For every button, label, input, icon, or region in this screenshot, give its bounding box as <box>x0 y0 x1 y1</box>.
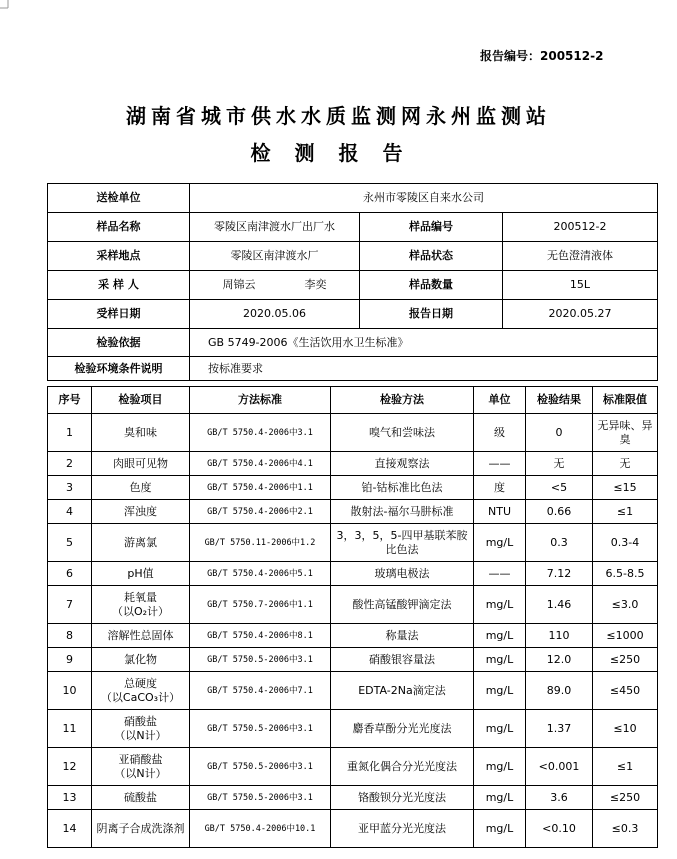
results-header-row <box>48 387 658 414</box>
state-value: 无色澄清液体 <box>503 242 658 271</box>
env-value: 按标准要求 <box>190 357 658 381</box>
table-row <box>48 786 658 810</box>
row-no: 14 <box>48 810 92 848</box>
row-result: 0.3 <box>526 524 593 562</box>
row-result: 3.6 <box>526 786 593 810</box>
row-std: GB/T 5750.4-2006中1.1 <box>190 476 331 500</box>
row-item: 硫酸盐 <box>92 786 190 810</box>
row-method: 重氮化偶合分光光度法 <box>331 748 474 786</box>
row-method: 散射法-福尔马肼标准 <box>331 500 474 524</box>
table-row <box>48 500 658 524</box>
row-no: 12 <box>48 748 92 786</box>
sample-name-label: 样品名称 <box>48 213 190 242</box>
page-corner-mark <box>0 0 12 12</box>
basis-value: GB 5749-2006《生活饮用水卫生标准》 <box>190 329 658 357</box>
row-unit: mg/L <box>474 648 526 672</box>
row-no: 1 <box>48 414 92 452</box>
row-limit: ≤10 <box>593 710 658 748</box>
results-table <box>47 386 658 848</box>
sampler-name-2: 李奕 <box>304 278 327 291</box>
row-method: 硝酸银容量法 <box>331 648 474 672</box>
row-unit: —— <box>474 452 526 476</box>
row-result: 7.12 <box>526 562 593 586</box>
row-result: 89.0 <box>526 672 593 710</box>
row-method: 称量法 <box>331 624 474 648</box>
table-row <box>48 672 658 710</box>
report-date-label: 报告日期 <box>360 300 503 329</box>
row-limit: ≤450 <box>593 672 658 710</box>
row-item <box>92 672 190 710</box>
col-header-limit: 标准限值 <box>593 387 658 414</box>
row-method: EDTA-2Na滴定法 <box>331 672 474 710</box>
basis-label: 检验依据 <box>48 329 190 357</box>
qty-value: 15L <box>503 271 658 300</box>
row-item: 浑浊度 <box>92 500 190 524</box>
sampler-label: 采 样 人 <box>48 271 190 300</box>
table-row <box>48 624 658 648</box>
sampler-name-1: 周锦云 <box>222 278 256 291</box>
table-row <box>48 648 658 672</box>
info-row-sample <box>48 213 658 242</box>
row-std: GB/T 5750.4-2006中5.1 <box>190 562 331 586</box>
row-method: 铬酸钡分光光度法 <box>331 786 474 810</box>
table-row <box>48 562 658 586</box>
row-result: 110 <box>526 624 593 648</box>
sampler-value <box>190 271 360 300</box>
row-unit: mg/L <box>474 786 526 810</box>
row-item: 氯化物 <box>92 648 190 672</box>
table-row <box>48 810 658 848</box>
row-result: 0 <box>526 414 593 452</box>
row-no: 10 <box>48 672 92 710</box>
row-limit: ≤250 <box>593 648 658 672</box>
row-method: 3，3，5，5-四甲基联苯胺比色法 <box>331 524 474 562</box>
row-no: 9 <box>48 648 92 672</box>
row-result: 1.37 <box>526 710 593 748</box>
row-no: 6 <box>48 562 92 586</box>
info-row-dates <box>48 300 658 329</box>
info-row-client <box>48 184 658 213</box>
row-std: GB/T 5750.4-2006中8.1 <box>190 624 331 648</box>
col-header-item: 检验项目 <box>92 387 190 414</box>
row-unit: NTU <box>474 500 526 524</box>
row-no: 8 <box>48 624 92 648</box>
row-std: GB/T 5750.5-2006中3.1 <box>190 786 331 810</box>
recv-date-label: 受样日期 <box>48 300 190 329</box>
row-no: 7 <box>48 586 92 624</box>
table-row <box>48 476 658 500</box>
row-item-sub: （以N计） <box>114 766 167 780</box>
row-limit: ≤1 <box>593 748 658 786</box>
row-no: 2 <box>48 452 92 476</box>
row-std: GB/T 5750.4-2006中10.1 <box>190 810 331 848</box>
row-result: 0.66 <box>526 500 593 524</box>
client-label: 送检单位 <box>48 184 190 213</box>
table-row <box>48 710 658 748</box>
row-unit: mg/L <box>474 748 526 786</box>
row-result: 1.46 <box>526 586 593 624</box>
row-item <box>92 586 190 624</box>
row-item-main: 亚硝酸盐 <box>118 752 163 766</box>
row-unit: mg/L <box>474 586 526 624</box>
row-limit: ≤3.0 <box>593 586 658 624</box>
row-std: GB/T 5750.5-2006中3.1 <box>190 748 331 786</box>
row-item <box>92 710 190 748</box>
row-item-main: 耗氧量 <box>124 590 157 604</box>
row-std: GB/T 5750.4-2006中7.1 <box>190 672 331 710</box>
row-result: <0.10 <box>526 810 593 848</box>
row-unit: mg/L <box>474 624 526 648</box>
table-row <box>48 452 658 476</box>
row-method: 亚甲蓝分光光度法 <box>331 810 474 848</box>
site-label: 采样地点 <box>48 242 190 271</box>
row-result: <5 <box>526 476 593 500</box>
row-method: 嗅气和尝味法 <box>331 414 474 452</box>
row-limit: 6.5-8.5 <box>593 562 658 586</box>
col-header-no: 序号 <box>48 387 92 414</box>
row-item <box>92 748 190 786</box>
row-no: 11 <box>48 710 92 748</box>
row-result: 12.0 <box>526 648 593 672</box>
sample-name-value: 零陵区南津渡水厂出厂水 <box>190 213 360 242</box>
row-limit: 0.3-4 <box>593 524 658 562</box>
row-unit: —— <box>474 562 526 586</box>
row-unit: 度 <box>474 476 526 500</box>
row-method: 铂-钴标准比色法 <box>331 476 474 500</box>
row-item-sub: （以O₂计） <box>111 604 170 618</box>
info-row-sampler <box>48 271 658 300</box>
row-std: GB/T 5750.4-2006中2.1 <box>190 500 331 524</box>
row-std: GB/T 5750.11-2006中1.2 <box>190 524 331 562</box>
row-unit: mg/L <box>474 524 526 562</box>
qty-label: 样品数量 <box>360 271 503 300</box>
row-unit: mg/L <box>474 672 526 710</box>
row-no: 4 <box>48 500 92 524</box>
row-unit: mg/L <box>474 810 526 848</box>
row-std: GB/T 5750.5-2006中3.1 <box>190 648 331 672</box>
row-item: 溶解性总固体 <box>92 624 190 648</box>
row-item: 阴离子合成洗涤剂 <box>92 810 190 848</box>
row-result: 无 <box>526 452 593 476</box>
row-no: 3 <box>48 476 92 500</box>
row-std: GB/T 5750.4-2006中4.1 <box>190 452 331 476</box>
info-row-basis <box>48 329 658 357</box>
col-header-method: 检验方法 <box>331 387 474 414</box>
col-header-std: 方法标准 <box>190 387 331 414</box>
report-number: 报告编号：200512-2 <box>480 49 604 63</box>
row-no: 13 <box>48 786 92 810</box>
client-value: 永州市零陵区自来水公司 <box>190 184 658 213</box>
info-row-site <box>48 242 658 271</box>
env-label: 检验环境条件说明 <box>48 357 190 381</box>
row-item-sub: （以CaCO₃计） <box>100 690 181 704</box>
sample-no-value: 200512-2 <box>503 213 658 242</box>
row-limit: ≤15 <box>593 476 658 500</box>
recv-date-value: 2020.05.06 <box>190 300 360 329</box>
sample-no-label: 样品编号 <box>360 213 503 242</box>
row-item: 肉眼可见物 <box>92 452 190 476</box>
row-limit: ≤0.3 <box>593 810 658 848</box>
row-item-main: 硝酸盐 <box>124 714 157 728</box>
row-std: GB/T 5750.5-2006中3.1 <box>190 710 331 748</box>
sample-info-table <box>47 183 658 381</box>
col-header-result: 检验结果 <box>526 387 593 414</box>
row-item: 游离氯 <box>92 524 190 562</box>
row-item: pH值 <box>92 562 190 586</box>
results-body <box>48 414 658 848</box>
info-row-env <box>48 357 658 381</box>
row-item-sub: （以N计） <box>114 728 167 742</box>
report-date-value: 2020.05.27 <box>503 300 658 329</box>
row-std: GB/T 5750.7-2006中1.1 <box>190 586 331 624</box>
row-unit: 级 <box>474 414 526 452</box>
site-value: 零陵区南津渡水厂 <box>190 242 360 271</box>
row-item-main: 总硬度 <box>124 676 157 690</box>
row-method: 直接观察法 <box>331 452 474 476</box>
row-item: 色度 <box>92 476 190 500</box>
row-std: GB/T 5750.4-2006中3.1 <box>190 414 331 452</box>
row-no: 5 <box>48 524 92 562</box>
row-item: 臭和味 <box>92 414 190 452</box>
row-method: 麝香草酚分光光度法 <box>331 710 474 748</box>
row-limit: 无 <box>593 452 658 476</box>
row-result: <0.001 <box>526 748 593 786</box>
row-method: 酸性高锰酸钾滴定法 <box>331 586 474 624</box>
col-header-unit: 单位 <box>474 387 526 414</box>
row-limit: ≤1000 <box>593 624 658 648</box>
row-method: 玻璃电极法 <box>331 562 474 586</box>
table-row <box>48 586 658 624</box>
table-row <box>48 524 658 562</box>
state-label: 样品状态 <box>360 242 503 271</box>
table-row <box>48 748 658 786</box>
report-subtitle: 检测报告 <box>250 141 427 165</box>
row-limit: ≤1 <box>593 500 658 524</box>
table-row <box>48 414 658 452</box>
row-limit: 无异味、异臭 <box>593 414 658 452</box>
row-limit: ≤250 <box>593 786 658 810</box>
row-unit: mg/L <box>474 710 526 748</box>
report-title: 湖南省城市供水水质监测网永州监测站 <box>126 104 551 128</box>
